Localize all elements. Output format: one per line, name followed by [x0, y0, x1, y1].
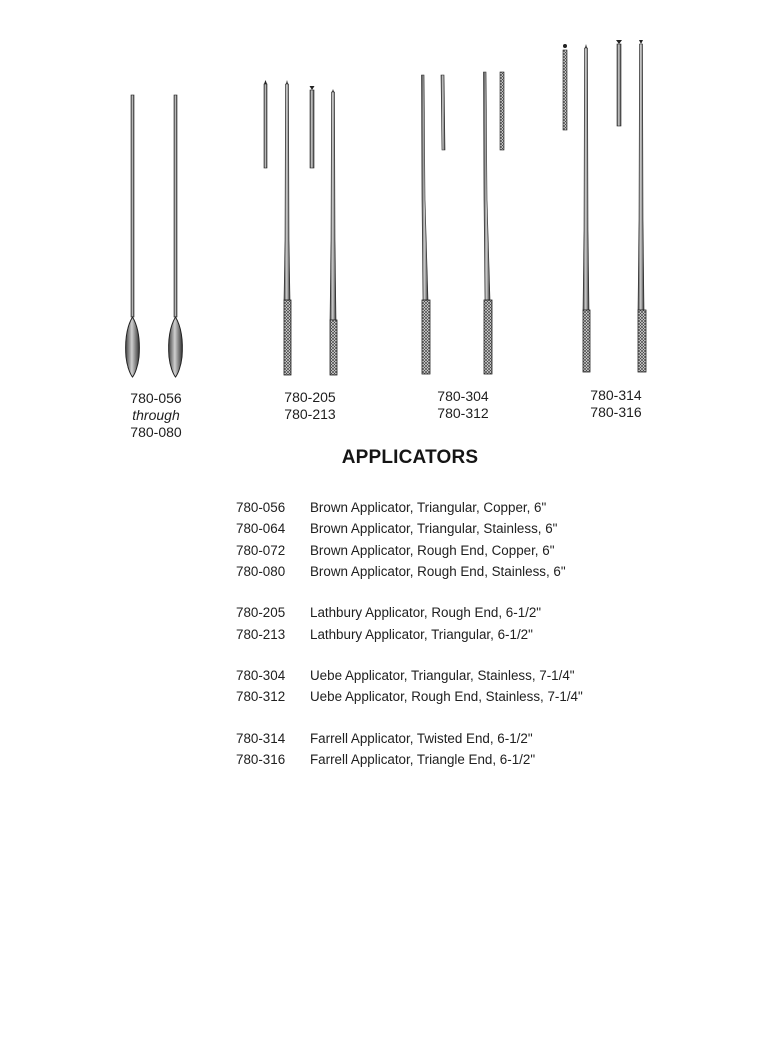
- catalog-row: [236, 623, 583, 644]
- catalog-row: [236, 497, 583, 518]
- page-title: APPLICATORS: [341, 447, 479, 468]
- caption-code-end: 780-312: [437, 405, 489, 421]
- caption-code-start: 780-205: [284, 389, 336, 405]
- item-code: 780-314: [236, 730, 286, 746]
- catalog-group-uebe: [236, 665, 583, 708]
- item-code: 780-312: [236, 689, 286, 705]
- item-code: 780-304: [236, 667, 286, 683]
- item-code: 780-072: [236, 542, 286, 558]
- item-description: Brown Applicator, Triangular, Stainless, 6": [310, 521, 558, 537]
- farrell-applicator-illustration: [563, 40, 646, 372]
- catalog-row: [236, 686, 583, 707]
- catalog-row: [236, 602, 583, 623]
- item-code: 780-316: [236, 751, 286, 767]
- catalog-row: [236, 561, 583, 582]
- caption-code-start: 780-056: [130, 390, 182, 406]
- item-code: 780-205: [236, 605, 286, 621]
- item-description: Uebe Applicator, Triangular, Stainless, 7-1/4": [310, 667, 575, 683]
- catalog-list: [236, 497, 583, 790]
- caption-farrell: [582, 387, 650, 421]
- caption-brown: [122, 390, 190, 441]
- brown-applicator-illustration: [126, 95, 183, 377]
- catalog-group-farrell: [236, 727, 583, 770]
- caption-code-start: 780-314: [590, 387, 642, 403]
- catalog-group-brown: [236, 497, 583, 582]
- item-description: Farrell Applicator, Twisted End, 6-1/2": [310, 730, 533, 746]
- item-description: Brown Applicator, Rough End, Copper, 6": [310, 542, 555, 558]
- item-description: Uebe Applicator, Rough End, Stainless, 7-1/4": [310, 689, 583, 705]
- catalog-row: [236, 665, 583, 686]
- item-code: 780-213: [236, 626, 286, 642]
- item-description: Lathbury Applicator, Triangular, 6-1/2": [310, 626, 533, 642]
- item-code: 780-080: [236, 564, 286, 580]
- caption-code-end: 780-080: [130, 424, 182, 440]
- item-description: Brown Applicator, Triangular, Copper, 6": [310, 500, 547, 516]
- caption-code-start: 780-304: [437, 388, 489, 404]
- item-description: Lathbury Applicator, Rough End, 6-1/2": [310, 605, 542, 621]
- catalog-row: [236, 518, 583, 539]
- catalog-row: [236, 727, 583, 748]
- caption-code-end: 780-316: [590, 404, 642, 420]
- caption-code-end: 780-213: [284, 406, 336, 422]
- catalog-row: [236, 540, 583, 561]
- lathbury-applicator-illustration: [264, 80, 337, 375]
- caption-uebe: [429, 388, 497, 422]
- uebe-applicator-illustration: [422, 72, 505, 374]
- item-description: Farrell Applicator, Triangle End, 6-1/2": [310, 751, 536, 767]
- applicator-illustrations: [0, 0, 780, 440]
- item-description: Brown Applicator, Rough End, Stainless, 6": [310, 564, 566, 580]
- catalog-row: [236, 749, 583, 770]
- caption-through: through: [132, 407, 180, 423]
- catalog-group-lathbury: [236, 602, 583, 645]
- item-code: 780-056: [236, 500, 286, 516]
- item-code: 780-064: [236, 521, 286, 537]
- caption-lathbury: [276, 389, 344, 423]
